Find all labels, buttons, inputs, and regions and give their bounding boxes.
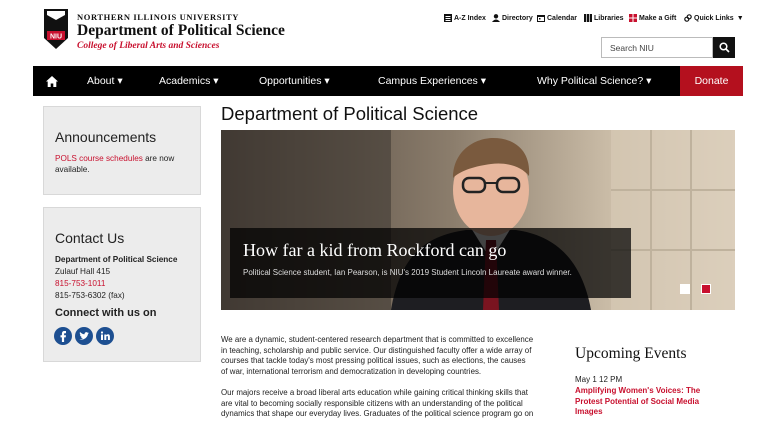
nav-label: Campus Experiences (378, 75, 478, 87)
person-icon (492, 14, 500, 22)
util-link-label: Make a Gift (639, 14, 677, 22)
majors-paragraph (221, 388, 566, 420)
para-line: are vital to becoming socially responsible citizens with an understanding of the political (221, 398, 523, 408)
connect-label: Connect with us on (55, 307, 157, 319)
search-button[interactable] (713, 37, 735, 58)
niu-shield-logo[interactable] (43, 8, 69, 50)
caret-icon: ▾ (646, 75, 652, 87)
contact-location: Zulauf Hall 415 (55, 267, 111, 276)
para-line: of war, international terrorism and democratization in developing countries. (221, 366, 482, 376)
util-link-label: A-Z Index (454, 14, 486, 22)
search-icon (719, 42, 730, 53)
university-name[interactable]: NORTHERN ILLINOIS UNIVERSITY (77, 12, 239, 22)
nav-item-why-political-science[interactable] (537, 66, 651, 96)
facebook-icon[interactable] (54, 327, 72, 345)
para-line: Our majors receive a broad liberal arts education while gaining critical thinking skills that (221, 388, 529, 397)
caret-icon: ▾ (324, 75, 330, 87)
chevron-down-icon: ▼ (736, 14, 744, 22)
caret-icon: ▾ (480, 75, 486, 87)
contact-title: Contact Us (55, 230, 125, 246)
nav-item-academics[interactable] (159, 66, 219, 96)
util-link-make-a-gift[interactable] (629, 12, 676, 24)
link-icon (684, 14, 692, 22)
util-link-quick-links[interactable] (684, 12, 744, 24)
donate-button[interactable]: Donate (680, 66, 743, 96)
announcement-text-line2: available. (55, 165, 90, 174)
caret-icon: ▾ (117, 75, 123, 87)
intro-paragraph (221, 335, 566, 377)
book-icon (584, 14, 592, 22)
phone-link[interactable]: 815-753-1011 (55, 279, 106, 288)
twitter-icon[interactable] (75, 327, 93, 345)
contact-department: Department of Political Science (55, 255, 178, 264)
para-line: in teaching, scholarship and public service. Our distinguished faculty offer a wide array of (221, 345, 532, 355)
nav-item-campus-experiences[interactable] (378, 66, 486, 96)
college-name[interactable]: College of Liberal Arts and Sciences (77, 41, 220, 51)
hero-headline: How far a kid from Rockford can go (243, 240, 507, 260)
util-link-directory[interactable] (492, 12, 533, 24)
util-link-libraries[interactable] (584, 12, 624, 24)
upcoming-events-title: Upcoming Events (575, 345, 687, 362)
search-input[interactable]: Search NIU (601, 37, 713, 58)
contact-fax: 815-753-6302 (fax) (55, 291, 125, 300)
department-name[interactable]: Department of Political Science (77, 22, 285, 39)
caret-icon: ▾ (213, 75, 219, 87)
page-title: Department of Political Science (221, 103, 479, 124)
para-line: We are a dynamic, student-centered research department that is committed to excellence (221, 335, 534, 344)
carousel-dot-1[interactable] (680, 284, 690, 294)
home-link[interactable] (46, 66, 58, 96)
gift-icon (629, 14, 637, 22)
list-icon (444, 14, 452, 22)
home-icon (46, 76, 58, 87)
nav-label: Opportunities (259, 75, 322, 87)
util-link-label: Quick Links (694, 14, 734, 22)
nav-label: About (87, 75, 115, 87)
util-link-az-index[interactable] (444, 12, 486, 24)
util-link-label: Calendar (547, 14, 577, 22)
hero-subtitle: Political Science student, Ian Pearson, is NIU's 2019 Student Lincoln Laureate award winner. (243, 268, 572, 277)
announcement-rest: are now (142, 154, 175, 163)
para-line: courses that tackle today's most pressing political issues, such as elections, the causes (221, 356, 526, 365)
site-header (0, 0, 777, 66)
util-link-calendar[interactable] (537, 12, 577, 24)
carousel-dot-2[interactable] (701, 284, 711, 294)
main-nav (33, 66, 743, 96)
nav-label: Why Political Science? (537, 75, 644, 87)
event-date: May 1 12 PM (575, 375, 623, 384)
announcement-text (55, 153, 174, 164)
pols-course-schedules-link[interactable]: POLS course schedules (55, 154, 143, 163)
para-line: dynamics that shape our everyday lives. Graduates of the political science program go on (221, 409, 534, 418)
announcements-title: Announcements (55, 129, 157, 145)
event-link[interactable]: Amplifying Women's Voices: The Protest Potential of Social Media Images (575, 386, 701, 416)
logo-text: NIU (49, 33, 63, 41)
linkedin-icon[interactable] (96, 327, 114, 345)
nav-item-opportunities[interactable] (259, 66, 330, 96)
hero-caption[interactable] (230, 228, 631, 298)
announcements-box (43, 106, 201, 195)
nav-item-about[interactable] (87, 66, 123, 96)
util-link-label: Directory (502, 14, 533, 22)
util-link-label: Libraries (594, 14, 624, 22)
calendar-icon (537, 14, 545, 22)
nav-label: Academics (159, 75, 211, 87)
contact-phone (55, 278, 105, 289)
